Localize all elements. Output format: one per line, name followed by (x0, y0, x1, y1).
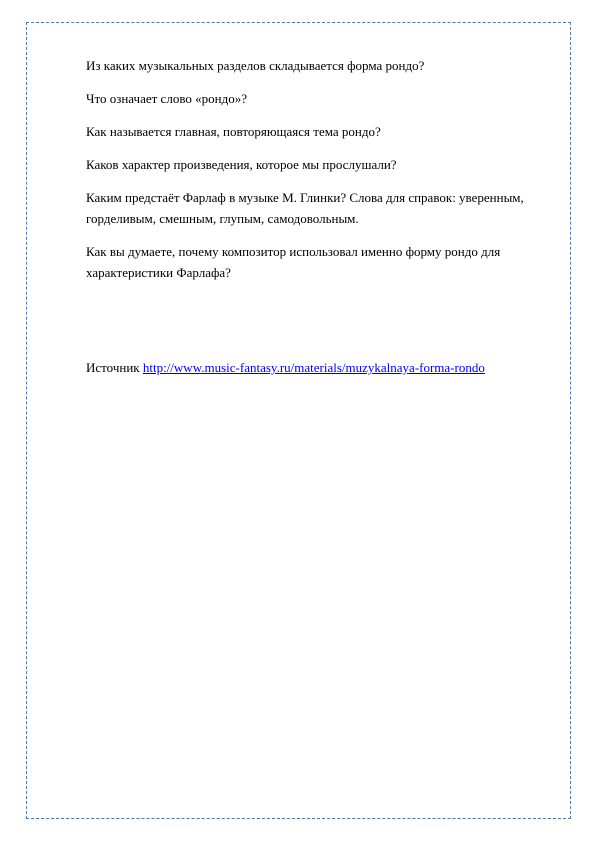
question-2: Что означает слово «рондо»? (86, 91, 247, 106)
question-3: Как называется главная, повторяющаяся тема рондо? (86, 124, 381, 139)
source-line (86, 357, 556, 378)
questions-list (86, 55, 546, 295)
question-6: Как вы думаете, почему композитор использовал именно форму рондо для характеристики Фарлафа? (86, 244, 501, 280)
question-4: Каков характер произведения, которое мы прослушали? (86, 157, 397, 172)
question-5: Каким предстаёт Фарлаф в музыке М. Глинки? Слова для справок: уверенным, горделивым, смешным, глупым, самодовольным. (86, 190, 524, 226)
question-1: Из каких музыкальных разделов складывается форма рондо? (86, 58, 425, 73)
source-link[interactable]: http://www.music-fantasy.ru/materials/muzykalnaya-forma-rondo (142, 360, 485, 375)
source-label: Источник (86, 360, 140, 375)
